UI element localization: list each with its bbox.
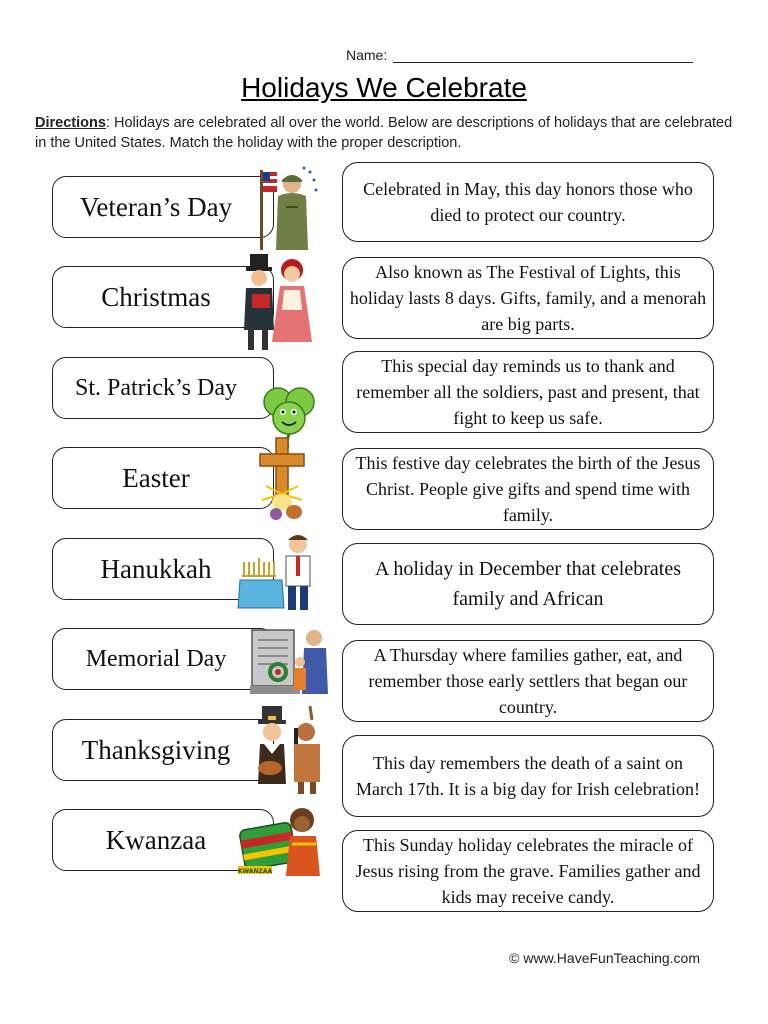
directions-label: Directions	[35, 115, 106, 131]
pilgrim-icon	[254, 704, 324, 796]
holiday-label: Memorial Day	[85, 645, 227, 672]
holiday-label: St. Patrick’s Day	[75, 374, 237, 401]
carolers-icon	[240, 250, 316, 356]
description-box[interactable]	[342, 735, 714, 817]
description-box[interactable]	[342, 162, 714, 242]
name-label: Name:	[346, 47, 388, 63]
kwanzaa-drum-text: KWANZAA	[237, 868, 273, 875]
holiday-label: Easter	[122, 462, 190, 493]
holiday-label: Hanukkah	[100, 553, 212, 584]
description-text: This day remembers the death of a saint on March 17th. It is a big day for Irish celebration!	[356, 753, 700, 799]
holiday-box-veterans-day[interactable]	[52, 176, 274, 238]
description-box[interactable]	[342, 351, 714, 433]
holiday-label: Kwanzaa	[105, 824, 207, 855]
soldier-icon	[256, 162, 320, 252]
holiday-box-memorial-day[interactable]	[52, 628, 274, 690]
holiday-label: Christmas	[101, 281, 211, 312]
description-text: This Sunday holiday celebrates the miracle of Jesus rising from the grave. Families gather and kids may receive candy.	[355, 835, 701, 907]
name-field[interactable]	[346, 47, 693, 63]
kwanzaa-icon	[236, 804, 324, 878]
cross-icon	[252, 436, 312, 522]
description-box[interactable]	[342, 543, 714, 625]
description-text: Celebrated in May, this day honors those who died to protect our country.	[363, 179, 693, 225]
holiday-label: Veteran’s Day	[79, 191, 233, 222]
description-text: A Thursday where families gather, eat, and remember those early settlers that began our country.	[368, 645, 688, 717]
holiday-box-easter[interactable]	[52, 447, 274, 509]
description-text: A holiday in December that celebrates family and African	[375, 558, 681, 610]
description-box[interactable]	[342, 448, 714, 530]
holiday-box-thanksgiving[interactable]	[52, 719, 274, 781]
directions	[35, 113, 735, 153]
menorah-icon	[236, 530, 322, 612]
copyright-footer: © www.HaveFunTeaching.com	[509, 950, 700, 966]
page-title: Holidays We Celebrate	[241, 72, 527, 103]
directions-text: : Holidays are celebrated all over the world. Below are descriptions of holidays that are celebrated in the United States. Match the holiday with the proper description.	[35, 115, 733, 151]
description-text: This festive day celebrates the birth of the Jesus Christ. People give gifts and spend time with family.	[355, 453, 701, 525]
memorial-icon	[248, 624, 330, 698]
description-box[interactable]	[342, 257, 714, 339]
description-box[interactable]	[342, 640, 714, 722]
description-box[interactable]	[342, 830, 714, 912]
name-underline[interactable]	[393, 49, 693, 63]
description-text: This special day reminds us to thank and remember all the soldiers, past and present, that fight to keep us safe.	[356, 356, 700, 428]
description-text: Also known as The Festival of Lights, this holiday lasts 8 days. Gifts, family, and a menorah are big parts.	[349, 262, 707, 334]
holiday-box-st-patricks-day[interactable]	[52, 357, 274, 419]
holiday-label: Thanksgiving	[81, 734, 231, 765]
